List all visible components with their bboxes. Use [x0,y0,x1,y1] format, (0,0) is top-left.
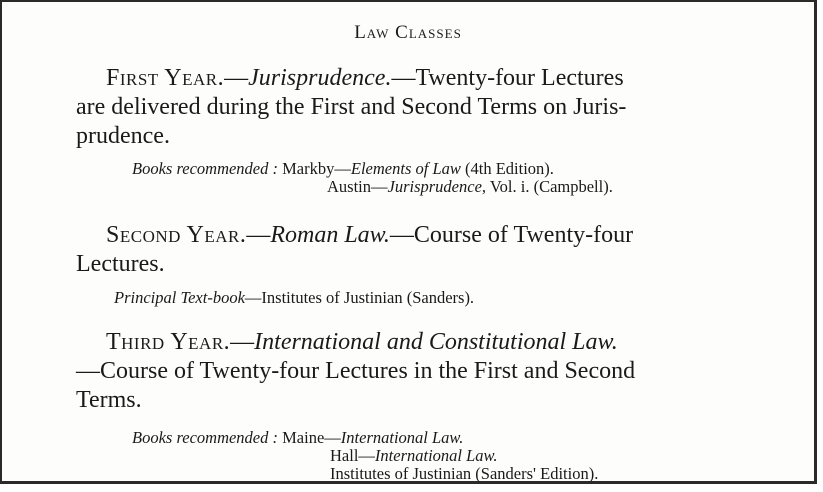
books-label: Books recommended : [132,428,279,447]
second-year-subject: Roman Law. [270,222,390,248]
first-year-paragraph: First Year.—Jurisprudence.—Twenty-four Lectures are delivered during the First and Second Terms on Juris- prudence. [76,64,771,151]
book-item: Institutes of Justinian (Sanders' Edition). [330,464,599,483]
first-year-line3: prudence. [76,123,170,149]
book-item: Hall—International Law. [330,446,498,465]
first-year-books [132,160,613,196]
third-year-paragraph: Third Year.—International and Constitutional Law. —Course of Twenty-four Lectures in the First and Second Terms. [76,328,771,415]
third-year-line3: Terms. [76,387,142,413]
third-year-line2: —Course of Twenty-four Lectures in the First and Second [76,358,636,384]
book-item: Maine—International Law. [282,428,464,447]
second-year-line2: Lectures. [76,251,165,277]
books-label: Books recommended : [132,159,279,178]
third-year-books [132,429,598,483]
first-year-heading: First Year. [106,65,225,91]
first-year-line2: are delivered during the First and Second Terms on Juris- [76,94,627,120]
book-item: Markby—Elements of Law (4th Edition). [282,159,554,178]
second-year-heading: Second Year. [106,222,247,248]
section-title: Law Classes [354,22,462,43]
second-year-textbook [114,289,474,307]
second-year-paragraph: Second Year.—Roman Law.—Course of Twenty-four Lectures. [76,221,771,279]
third-year-subject: International and Constitutional Law. [254,329,618,355]
first-year-line1: —Twenty-four Lectures [391,65,624,91]
first-year-subject: Jurisprudence. [248,65,392,91]
second-year-line1: —Course of Twenty-four [389,222,634,248]
third-year-heading: Third Year. [106,329,231,355]
textbook-label: Principal Text-book [114,288,245,307]
book-item: Austin—Jurisprudence, Vol. i. (Campbell). [327,177,613,196]
textbook-value: —Institutes of Justinian (Sanders). [244,288,475,307]
